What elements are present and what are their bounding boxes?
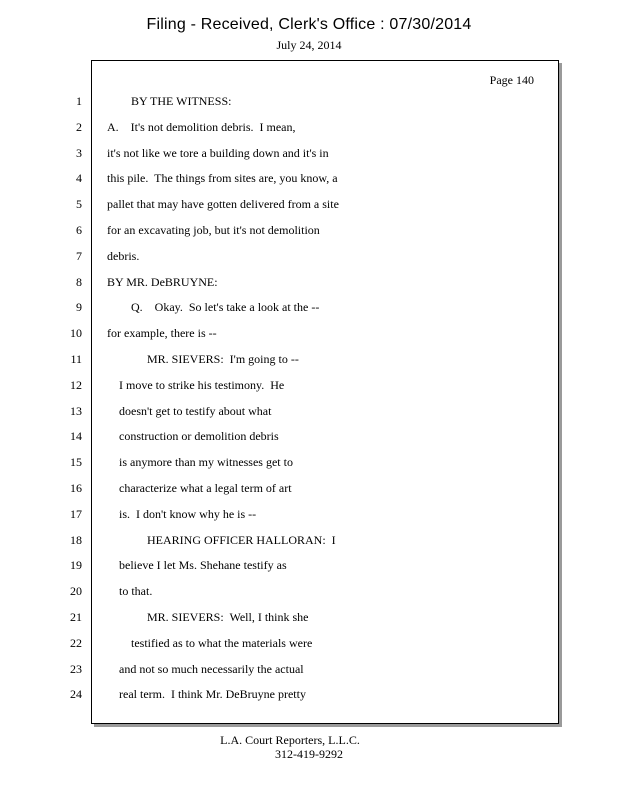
- filing-stamp: Filing - Received, Clerk's Office : 07/30/2014: [146, 16, 472, 33]
- transcript-line: is. I don't know why he is --: [119, 506, 257, 521]
- line-number: 11: [70, 352, 82, 366]
- line-number: 16: [70, 481, 82, 495]
- reporter-phone: 312-419-9292: [275, 747, 343, 761]
- page-number: Page 140: [489, 73, 534, 87]
- transcript-line: and not so much necessarily the actual: [119, 661, 304, 676]
- transcript-line: BY MR. DeBRUYNE:: [107, 274, 218, 289]
- transcript-line: doesn't get to testify about what: [119, 403, 272, 418]
- line-number: 12: [70, 377, 82, 392]
- line-number: 4: [76, 171, 82, 186]
- line-number: 5: [76, 197, 82, 212]
- transcript-line: believe I let Ms. Shehane testify as: [119, 558, 287, 573]
- line-number: 15: [70, 455, 82, 470]
- line-number: 6: [76, 223, 82, 237]
- line-number: 8: [76, 274, 82, 289]
- line-number: 2: [76, 119, 82, 134]
- transcript-line: HEARING OFFICER HALLORAN: I: [147, 532, 336, 547]
- transcript-line: Q. Okay. So let's take a look at the --: [131, 300, 320, 315]
- line-number: 9: [76, 300, 82, 315]
- transcript-line: it's not like we tore a building down and it's in: [107, 145, 329, 160]
- line-number: 18: [70, 532, 82, 547]
- transcript-line: MR. SIEVERS: Well, I think she: [147, 610, 309, 624]
- line-number: 20: [70, 584, 82, 599]
- transcript-line: I move to strike his testimony. He: [119, 377, 285, 392]
- line-number: 13: [70, 403, 82, 418]
- line-number: 10: [70, 326, 82, 341]
- transcript-line: for example, there is --: [107, 326, 217, 341]
- transcript-line: pallet that may have gotten delivered from a site: [107, 197, 339, 212]
- line-number: 21: [70, 610, 82, 624]
- transcript-line: testified as to what the materials were: [131, 635, 313, 650]
- line-number: 19: [70, 558, 82, 573]
- line-number: 23: [70, 661, 82, 676]
- line-number: 17: [70, 506, 82, 521]
- transcript-date: July 24, 2014: [276, 38, 342, 52]
- transcript-line: is anymore than my witnesses get to: [119, 455, 293, 470]
- transcript-line: characterize what a legal term of art: [119, 481, 292, 495]
- transcript-line: for an excavating job, but it's not demolition: [107, 223, 320, 237]
- line-number: 22: [70, 635, 82, 650]
- transcript-line: debris.: [107, 248, 140, 263]
- transcript-line: MR. SIEVERS: I'm going to --: [147, 352, 299, 366]
- line-number: 24: [70, 687, 82, 702]
- transcript-line: BY THE WITNESS:: [131, 94, 232, 108]
- transcript-line: construction or demolition debris: [119, 429, 279, 444]
- transcript-line: A. It's not demolition debris. I mean,: [107, 119, 296, 134]
- line-number: 7: [76, 248, 82, 263]
- line-number: 14: [70, 429, 82, 444]
- transcript-line: this pile. The things from sites are, you know, a: [107, 171, 338, 186]
- line-number: 1: [76, 94, 82, 108]
- line-number: 3: [76, 145, 82, 160]
- reporter-company: L.A. Court Reporters, L.L.C.: [220, 733, 360, 747]
- transcript-line: to that.: [119, 584, 153, 599]
- transcript-line: real term. I think Mr. DeBruyne pretty: [119, 687, 306, 702]
